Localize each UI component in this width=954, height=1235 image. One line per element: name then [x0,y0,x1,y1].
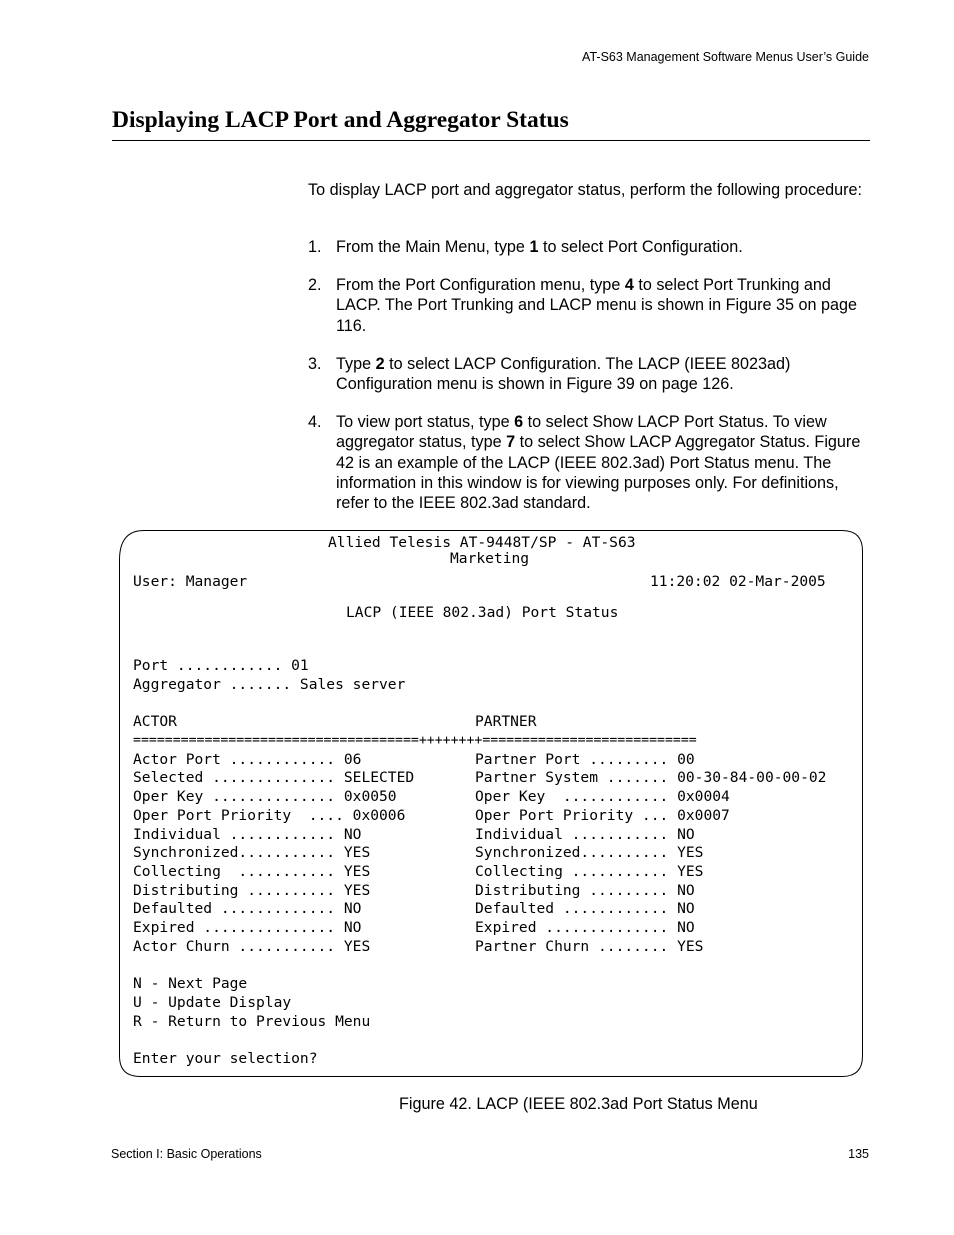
step-text: to select LACP Configuration. The LACP (IEEE 8023ad) Configuration menu is shown in Figure 39 on page 126. [336,354,791,394]
step-text: From the Port Configuration menu, type [336,276,625,295]
step-number: 3. [308,354,322,373]
partner-row: Partner Churn ........ YES [475,938,704,955]
step-number: 1. [308,238,322,256]
step-key: 2 [375,354,385,373]
partner-row: Collecting ........... YES [475,863,704,880]
terminal-port: Port ............ 01 [133,657,309,674]
actor-row: Expired ............... NO [133,919,362,936]
menu-option-next-page[interactable]: N - Next Page [133,975,248,992]
partner-row: Distributing ......... NO [475,882,695,899]
actor-heading: ACTOR [133,713,177,730]
step-1 [308,237,868,257]
footer-section: Section I: Basic Operations [111,1147,262,1161]
step-key: 1 [529,238,539,256]
step-text: To view port status, type [336,413,515,432]
terminal-user: User: Manager [133,573,248,590]
partner-row: Individual ........... NO [475,826,695,843]
title-rule [112,140,870,141]
partner-row: Synchronized.......... YES [475,844,704,861]
partner-row: Partner System ....... 00-30-84-00-00-02 [475,769,827,786]
step-3 [308,354,868,394]
step-text: From the Main Menu, type [336,238,530,256]
step-text: to select Port Configuration. [538,238,743,256]
figure-caption: Figure 42. LACP (IEEE 802.3ad Port Status Menu [399,1095,758,1113]
actor-row: Actor Churn ........... YES [133,938,371,955]
step-text: Type [336,354,376,373]
step-2 [308,275,868,336]
step-number: 4. [308,413,322,432]
section-title: Displaying LACP Port and Aggregator Status [112,107,569,133]
menu-option-update-display[interactable]: U - Update Display [133,994,292,1011]
actor-row: Collecting ........... YES [133,863,371,880]
running-header: AT-S63 Management Software Menus User’s Guide [582,50,869,64]
actor-row: Selected .............. SELECTED [133,769,415,786]
actor-row: Individual ............ NO [133,826,362,843]
partner-row: Oper Port Priority ... 0x0007 [475,807,730,824]
selection-prompt[interactable]: Enter your selection? [133,1050,318,1067]
menu-option-return[interactable]: R - Return to Previous Menu [133,1013,371,1030]
actor-row: Oper Port Priority .... 0x0006 [133,807,406,824]
partner-row: Oper Key ............ 0x0004 [475,788,730,805]
partner-row: Defaulted ............ NO [475,900,695,917]
procedure-steps [308,237,868,531]
terminal-screen-title: LACP (IEEE 802.3ad) Port Status [346,604,619,621]
terminal-datetime: 11:20:02 02-Mar-2005 [650,573,826,590]
terminal-screen [119,530,863,1077]
step-text: to select Show LACP Port Status. To view aggregator status, type [336,413,827,452]
actor-row: Synchronized........... YES [133,844,371,861]
footer-page-number: 135 [848,1147,869,1161]
terminal-separator: ====================================++++++++=========================== [133,733,697,748]
terminal-location: Marketing [450,550,530,567]
actor-row: Defaulted ............. NO [133,900,362,917]
terminal-device: Allied Telesis AT-9448T/SP - AT-S63 [328,534,636,551]
step-key: 7 [506,433,516,452]
step-4 [308,412,868,513]
step-text: to select Show LACP Aggregator Status. Figure 42 is an example of the LACP (IEEE 802.3ad) Port Status menu. The information in this window is for viewing purposes only. For definitions, refer to the IEEE 802.3ad standard. [336,433,861,513]
terminal-aggregator: Aggregator ....... Sales server [133,676,406,693]
step-text: to select Port Trunking and LACP. The Port Trunking and LACP menu is shown in Figure 35 on page 116. [336,276,858,335]
step-number: 2. [308,276,322,295]
actor-row: Actor Port ............ 06 [133,751,362,768]
actor-row: Oper Key .............. 0x0050 [133,788,397,805]
partner-heading: PARTNER [475,713,537,730]
intro-paragraph: To display LACP port and aggregator status, perform the following procedure: [308,181,862,199]
partner-row: Partner Port ......... 00 [475,751,695,768]
step-key: 4 [624,276,634,295]
actor-row: Distributing .......... YES [133,882,371,899]
step-key: 6 [514,413,524,432]
partner-row: Expired .............. NO [475,919,695,936]
